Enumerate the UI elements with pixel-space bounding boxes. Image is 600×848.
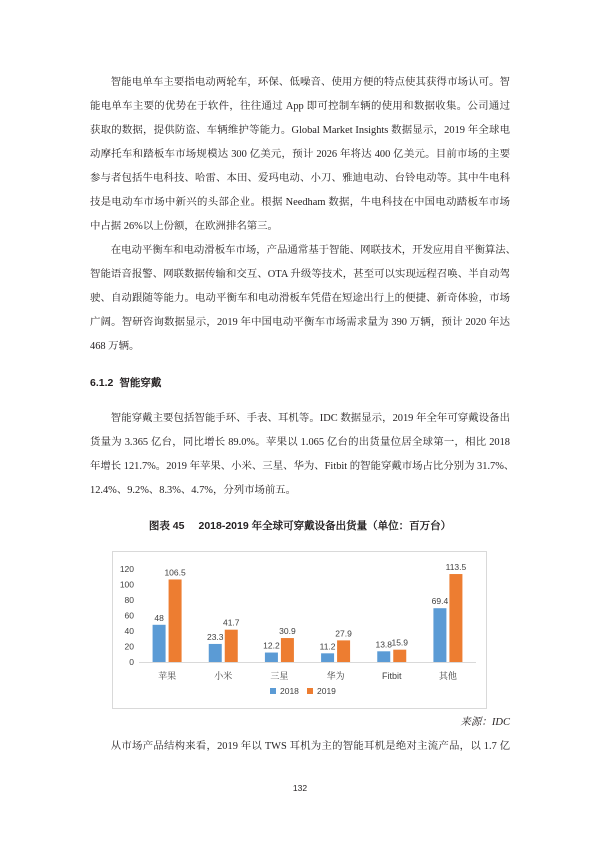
figure-chart [112, 551, 487, 709]
y-tick-label: 80 [124, 595, 134, 605]
data-label: 27.9 [335, 628, 352, 639]
bar-2019 [337, 640, 350, 662]
bar-2018 [377, 651, 390, 662]
paragraph-line: 获取的数据，提供防盗、车辆维护等能力。Global Market Insights 数据显示，2019 年全球电 [90, 125, 510, 136]
y-tick-label: 20 [124, 641, 134, 652]
legend-label: 2019 [317, 686, 336, 696]
bar-chart [112, 551, 487, 709]
data-label: 48 [154, 612, 164, 623]
data-label: 30.9 [279, 626, 296, 637]
legend-swatch-2019 [307, 688, 313, 694]
data-label: 15.9 [391, 637, 409, 648]
data-label: 113.5 [445, 562, 467, 573]
section-title: 智能穿戴 [119, 377, 162, 389]
legend-label: 2018 [280, 686, 299, 696]
figure-title: 2018-2019 年全球可穿戴设备出货量（单位：百万台） [198, 520, 452, 532]
data-label: 69.4 [431, 596, 449, 607]
paragraph-line: 技是电动车市场中新兴的头部企业。根据 Needham 数据，牛电科技在中国电动踏板车市场 [90, 197, 510, 208]
paragraph-line: 驶、自动跟随等能力。电动平衡车和电动滑板车凭借在短途出行上的便捷、新奇体验，市场 [90, 293, 510, 304]
y-tick-label: 60 [124, 610, 134, 621]
paragraph-line: 货量为 3.365 亿台，同比增长 89.0%。苹果以 1.065 亿台的出货量位居全球第一，相比 2018 [90, 437, 510, 448]
bar-2018 [265, 653, 278, 662]
data-label: 41.7 [222, 617, 240, 628]
bar-2019 [169, 579, 182, 662]
x-category-label: 三星 [270, 671, 289, 681]
paragraph-line: 智能穿戴主要包括智能手环、手表、耳机等。IDC 数据显示，2019 年全年可穿戴设备出 [110, 413, 510, 424]
body-text-section [90, 407, 515, 503]
x-category-label: 其他 [438, 671, 457, 681]
paragraph-line: 从市场产品结构来看，2019 年以 TWS 耳机为主的智能耳机是绝对主流产品，以 1.7 亿 [110, 741, 510, 752]
y-tick-label: 40 [124, 626, 134, 636]
bar-2019 [449, 574, 462, 662]
section-heading [90, 371, 161, 395]
bar-2018 [153, 625, 166, 662]
bar-2019 [281, 638, 294, 662]
section-number: 6.1.2 [90, 377, 114, 389]
data-label: 106.5 [164, 567, 186, 578]
bar-2019 [393, 650, 406, 662]
paragraph-line: 智能电单车主要指电动两轮车，环保、低噪音、使用方便的特点使其获得市场认可。智 [110, 77, 510, 88]
paragraph-line: 智能语音报警、网联数据传输和交互、OTA 升级等技术，甚至可以实现远程召唤、半自动驾 [90, 269, 510, 280]
data-label: 13.8 [375, 639, 393, 650]
x-category-label: 小米 [214, 671, 233, 681]
bar-2019 [225, 630, 238, 662]
paragraph-line: 中占据 26%以上份额，在欧洲排名第三。 [90, 221, 278, 232]
paragraph-line: 能电单车主要的优势在于软件，往往通过 App 即可控制车辆的使用和数据收集。公司通过 [90, 101, 510, 112]
paragraph-line: 在电动平衡车和电动滑板车市场，产品通常基于智能、网联技术，开发应用自平衡算法、 [110, 245, 517, 256]
x-category-label: 华为 [326, 671, 345, 681]
x-category-label: Fitbit [381, 671, 402, 681]
x-category-label: 苹果 [158, 671, 177, 681]
paragraph-line: 广阔。智研咨询数据显示，2019 年中国电动平衡车市场需求量为 390 万辆，预计 2020 年达 [90, 317, 510, 328]
figure-label: 图表 45 [148, 520, 185, 532]
paragraph-line: 参与者包括牛电科技、哈雷、本田、爱玛电动、小刀、雅迪电动、台铃电动等。其中牛电科 [90, 173, 510, 184]
y-tick-label: 100 [119, 579, 134, 590]
data-label: 12.2 [263, 640, 280, 651]
bar-2018 [433, 608, 446, 662]
bar-2018 [209, 644, 222, 662]
body-text-top [90, 71, 517, 359]
figure-caption [0, 514, 600, 538]
figure-source: 来源：IDC [460, 717, 510, 728]
paragraph-line: 12.4%、9.2%、8.3%、4.7%，分列市场前五。 [90, 485, 297, 496]
data-label: 23.3 [206, 631, 224, 642]
bar-2018 [321, 653, 334, 662]
paragraph-line: 年增长 121.7%。2019 年苹果、小米、三星、华为、Fitbit 的智能穿戴市场占比分别为 31.7%、 [90, 461, 515, 472]
paragraph-line: 动摩托车和踏板车市场规模达 300 亿美元，预计 2026 年将达 400 亿美元。目前市场的主要 [90, 149, 510, 160]
data-label: 11.2 [319, 641, 336, 652]
body-text-bottom [90, 735, 510, 759]
y-tick-label: 120 [119, 564, 134, 574]
paragraph-line: 468 万辆。 [90, 341, 140, 352]
y-tick-label: 0 [129, 657, 134, 667]
legend-swatch-2018 [270, 688, 276, 694]
page-number: 132 [292, 783, 308, 793]
